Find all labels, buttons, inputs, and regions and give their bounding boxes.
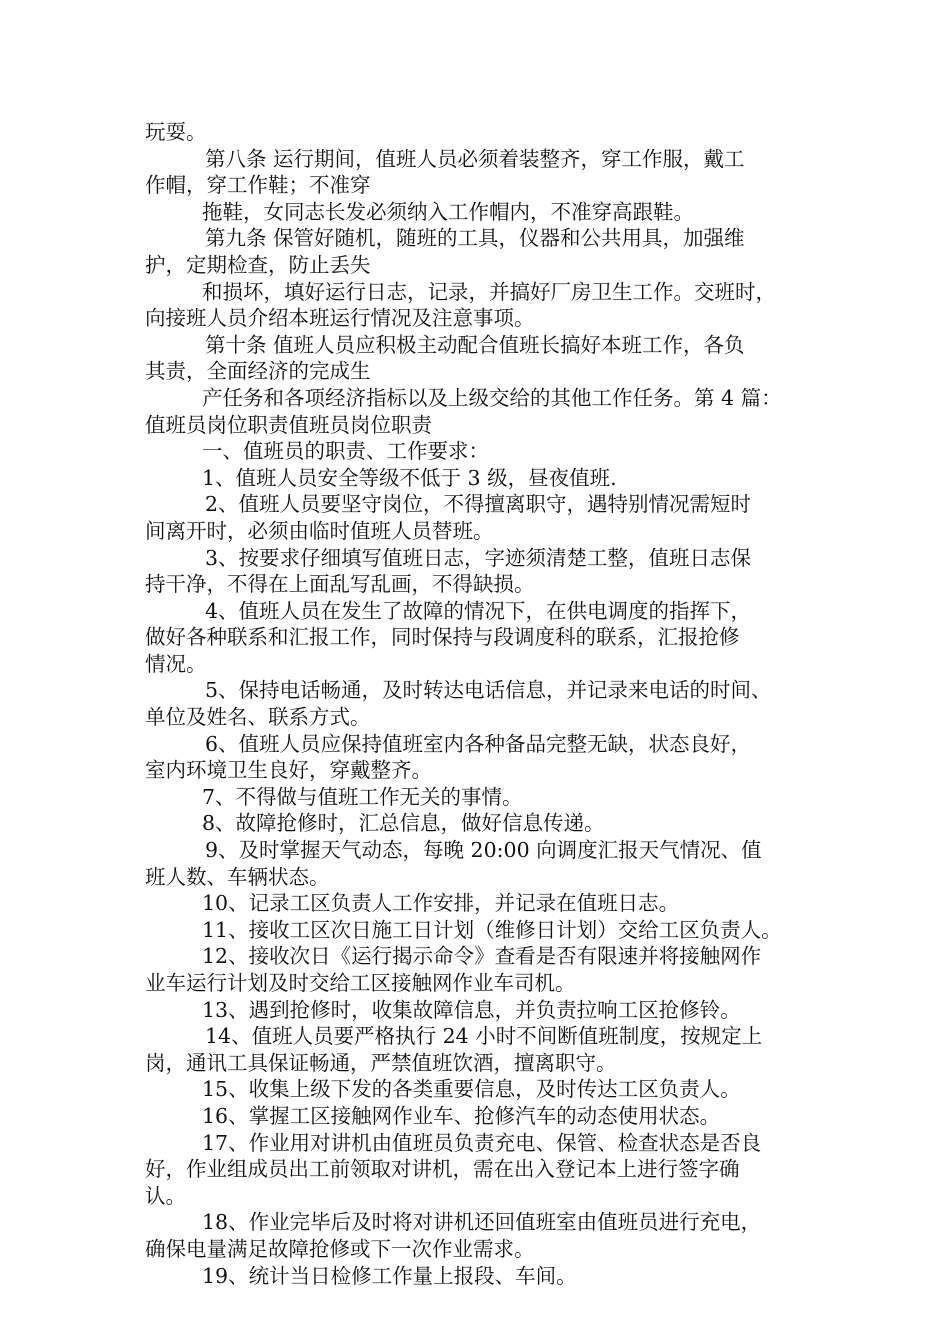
text-line: 10、记录工区负责人工作安排，并记录在值班日志。: [202, 891, 680, 916]
text-line: 7、不得做与值班工作无关的事情。: [202, 784, 523, 809]
text-line: 持干净，不得在上面乱写乱画，不得缺损。: [145, 572, 535, 597]
text-line: 一、值班员的职责、工作要求：: [202, 439, 489, 464]
text-line: 18、作业完毕后及时将对讲机还回值班室由值班员进行充电，: [202, 1210, 762, 1235]
text-line: 护，定期检查，防止丢失: [145, 252, 371, 277]
document-body: [145, 119, 810, 1289]
text-line: 间离开时，必须由临时值班人员替班。: [145, 518, 494, 543]
text-line: 和损坏，填好运行日志，记录，并搞好厂房卫生工作。交班时，: [202, 279, 776, 304]
text-line: 19、统计当日检修工作量上报段、车间。: [202, 1263, 577, 1288]
text-line: 做好各种联系和汇报工作，同时保持与段调度科的联系，汇报抢修: [145, 625, 740, 650]
text-line: 产任务和各项经济指标以及上级交给的其他工作任务。第 4 篇：: [202, 385, 782, 410]
text-line: 第十条 值班人员应积极主动配合值班长搞好本班工作，各负: [205, 332, 745, 357]
text-line: 第九条 保管好随机，随班的工具，仪器和公共用具，加强维: [205, 226, 745, 251]
text-line: 6、值班人员应保持值班室内各种备品完整无缺，状态良好，: [205, 731, 752, 756]
text-line: 向接班人员介绍本班运行情况及注意事项。: [145, 306, 535, 331]
text-line: 3、按要求仔细填写值班日志，字迹须清楚工整，值班日志保: [205, 545, 752, 570]
text-line: 4、值班人员在发生了故障的情况下，在供电调度的指挥下，: [205, 598, 752, 623]
text-line: 班人数、车辆状态。: [145, 864, 330, 889]
text-line: 岗，通讯工具保证畅通，严禁值班饮酒，擅离职守。: [145, 1050, 617, 1075]
text-line: 2、值班人员要坚守岗位，不得擅离职守，遇特别情况需短时: [205, 492, 752, 517]
text-line: 情况。: [145, 651, 207, 676]
text-line: 17、作业用对讲机由值班员负责充电、保管、检查状态是否良: [202, 1130, 762, 1155]
text-line: 确保电量满足故障抢修或下一次作业需求。: [145, 1236, 535, 1261]
text-line: 8、故障抢修时，汇总信息，做好信息传递。: [202, 811, 605, 836]
text-line: 13、遇到抢修时，收集故障信息，并负责拉响工区抢修铃。: [202, 997, 741, 1022]
text-line: 12、接收次日《运行揭示命令》查看是否有限速并将接触网作: [202, 944, 762, 969]
text-line: 11、接收工区次日施工日计划（维修日计划）交给工区负责人。: [202, 917, 782, 942]
text-line: 室内环境卫生良好，穿戴整齐。: [145, 758, 432, 783]
text-line: 16、掌握工区接触网作业车、抢修汽车的动态使用状态。: [202, 1103, 721, 1128]
text-line: 15、收集上级下发的各类重要信息，及时传达工区负责人。: [202, 1077, 741, 1102]
text-line: 好，作业组成员出工前领取对讲机，需在出入登记本上进行签字确: [145, 1157, 740, 1182]
text-line: 玩耍。: [145, 120, 207, 144]
text-line: 拖鞋，女同志长发必须纳入工作帽内，不准穿高跟鞋。: [202, 199, 694, 224]
text-line: 5、保持电话畅通，及时转达电话信息，并记录来电话的时间、: [205, 678, 772, 703]
text-line: 认。: [145, 1183, 186, 1208]
text-line: 业车运行计划及时交给工区接触网作业车司机。: [145, 971, 576, 995]
text-line: 其责，全面经济的完成生: [145, 359, 371, 384]
text-line: 单位及姓名、联系方式。: [145, 705, 371, 730]
text-line: 14、值班人员要严格执行 24 小时不间断值班制度，按规定上: [205, 1024, 763, 1049]
text-line: 1、值班人员安全等级不低于 3 级，昼夜值班.: [202, 465, 617, 490]
text-line: 第八条 运行期间，值班人员必须着装整齐，穿工作服，戴工: [205, 146, 745, 171]
text-line: 9、及时掌握天气动态，每晚 20:00 向调度汇报天气情况、值: [205, 838, 762, 863]
text-line: 作帽，穿工作鞋；不准穿: [145, 173, 371, 198]
text-line: 值班员岗位职责值班员岗位职责: [145, 412, 432, 437]
